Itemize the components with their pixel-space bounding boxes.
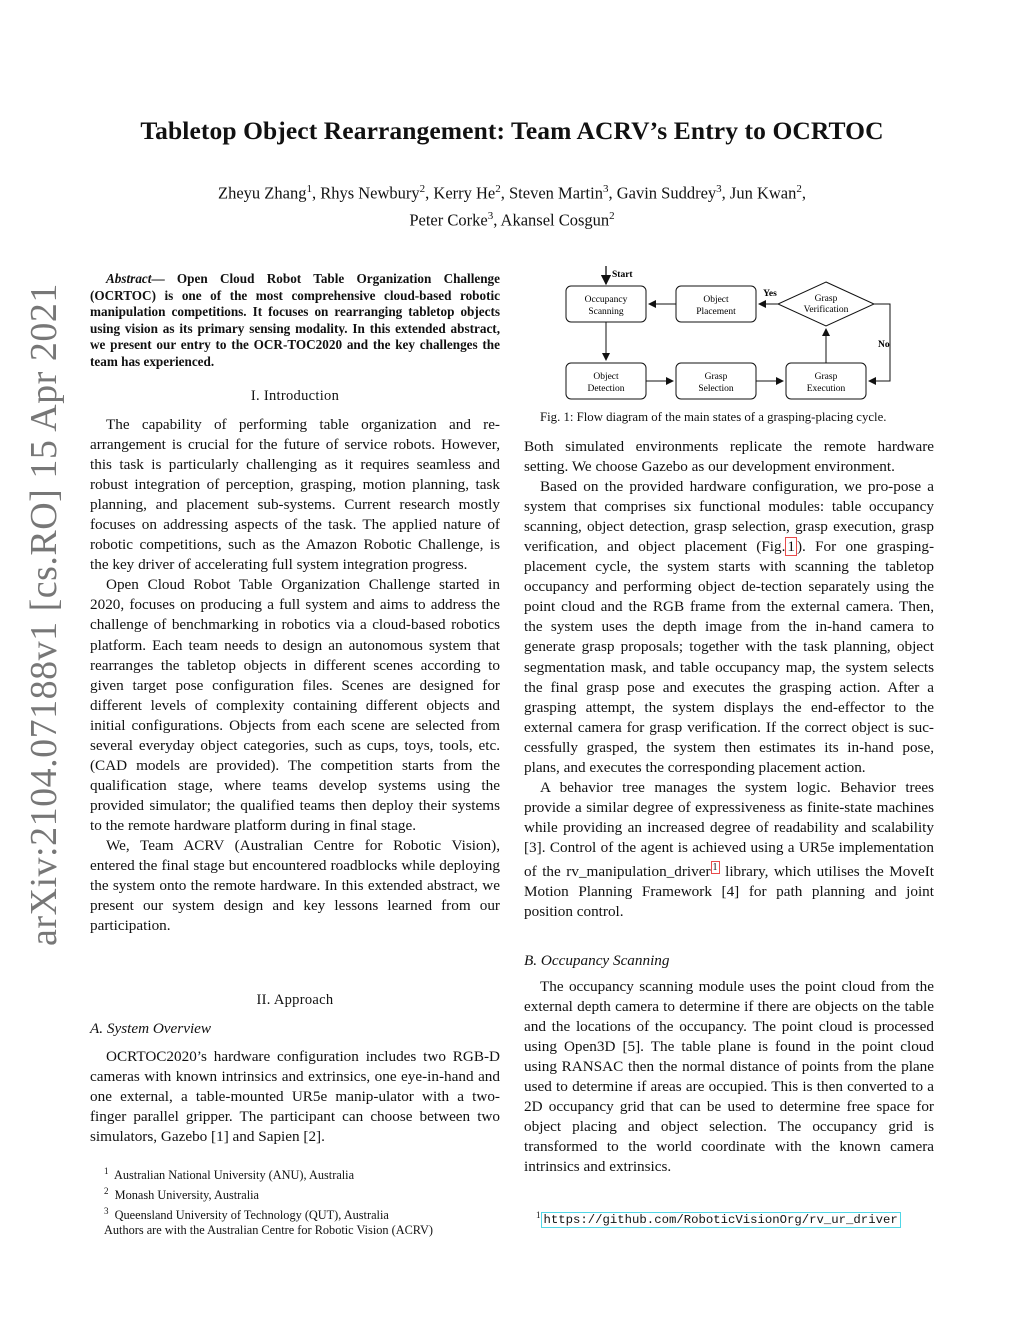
right-column-body (524, 437, 934, 922)
paragraph: The capability of performing table organization and re-arrangement is crucial for the future of service robots. However, this task is particularly challenging as it requires seamless and robust integration of perception, grasping, motion planning, task planning, and placement sub-systems. Current research mostly focuses on addressing aspects of the task. The applied nature of robotic competitions, such as the Amazon Robotic Challenge, is the key driver of accelerating full system integration progress. (90, 416, 500, 574)
svg-text:Grasp: Grasp (814, 294, 838, 304)
affiliation: Australian National University (ANU), Australia (113, 1168, 355, 1183)
node-grasp-verification (778, 282, 874, 326)
paper-title: Tabletop Object Rearrangement: Team ACRV’s Entry to OCRTOC (140, 116, 884, 145)
svg-text:Scanning: Scanning (588, 307, 624, 317)
section-heading-approach: II. Approach (256, 992, 334, 1008)
svg-text:Selection: Selection (698, 384, 734, 394)
subsection-heading-system-overview: A. System Overview (90, 1020, 212, 1037)
affiliation: Queensland University of Technology (QUT), Australia (114, 1207, 389, 1222)
svg-text:Grasp: Grasp (704, 372, 728, 382)
author: Akansel Cosgun (500, 210, 610, 229)
svg-text:Occupancy: Occupancy (584, 295, 628, 305)
affiliation-footnotes: $^1$ Australian National University (ANU), Australia $^2$ Monash University, Australia $^3$ Queensland University of Technology (QUT), Australia Authors are with the Australian Centre for Robotic Vision (ACRV) (104, 1164, 524, 1239)
no-label: No (878, 340, 890, 350)
svg-text:Execution: Execution (806, 384, 846, 394)
author: Zheyu Zhang (218, 183, 307, 203)
subsection-heading-occupancy-scanning: B. Occupancy Scanning (524, 952, 670, 969)
system-overview-body (90, 1047, 500, 1147)
paragraph: The occupancy scanning module uses the point cloud from the external depth camera to determine if there are objects on the table and the locations of the occupancy. The point cloud is processed using Open3D [5]. The table plane is found in the point cloud using RANSAC then the normal distance of points from the plane used to determine if areas are occupied. This is then converted to a 2D occupancy grid that can be used to determine free space for object placing and object selection. The occupancy grid is transformed to the world coordinate with the known camera intrinsics and extrinsics. (524, 978, 934, 1176)
paragraph: Based on the provided hardware configuration, we pro-pose a system that comprises six functional modules: table occupancy scanning, object detection, grasp selection, grasp execution, grasp verification, and object placement (Fig. 1 ). For one grasping-placement cycle, the system starts with scanning the tabletop occupancy and performing object de-tection separately using the point cloud and the RGB frame from the external camera. Then, the system uses the depth image from the in-hand camera to generate grasp proposals; together with the task planning, object segmentation mask, and table occupancy map, the system selects the final grasp pose and executes the grasping action. After a grasping attempt, the system displays the end-effector to the external camera for grasp verification. If the correct object is suc-cessfully grasped, the system then estimates its in-hand pose, plans, and executes the corresponding placement action. (524, 478, 934, 776)
author: Kerry He (433, 183, 496, 203)
svg-text:Object: Object (703, 295, 729, 305)
acrv-note: Authors are with the Australian Centre for Robotic Vision (ACRV) (104, 1223, 433, 1238)
figure-link[interactable]: 1 (787, 538, 795, 556)
footnote-link[interactable]: 1 (712, 861, 718, 873)
paragraph: We, Team ACRV (Australian Centre for Robotic Vision), entered the final stage but encountered roadblocks while deploying the system onto the remote hardware. In this extended abstract, we present our system design and key lessons learned from our participation. (90, 836, 500, 935)
abstract-label: Abstract (106, 271, 152, 286)
paragraph: A behavior tree manages the system logic. Behavior trees provide a similar degree of expressiveness as finite-state machines while providing an increased degree of readability and scalability [3]. Control of the agent is achieved using a UR5e implementation of the rv_manipulation_driver $^1$ library, which utilises the MoveIt Motion Planning Framework [4] for path planning and joint position control. (524, 778, 934, 921)
author: Peter Corke (409, 210, 488, 229)
yes-label: Yes (763, 289, 777, 299)
abstract-text: — Open Cloud Robot Table Organization Challenge (OCRTOC) is one of the most comprehensive cloud-based robotic manipulation competitions. It focuses on rearranging tabletop objects using vision as its primary sensing modality. In this extended abstract, we present our entry to the OCR-TOC2020 and the key challenges the team has experienced. (90, 271, 500, 369)
author: Rhys Newbury (320, 183, 420, 203)
affiliation: Monash University, Australia (114, 1187, 260, 1202)
paragraph: Both simulated environments replicate the remote hardware setting. We choose Gazebo as our development environment. (524, 438, 934, 476)
figure-caption: Fig. 1: Flow diagram of the main states of a grasping-placing cycle. (540, 410, 887, 424)
paragraph: Open Cloud Robot Table Organization Challenge started in 2020, focuses on producing a full system and aims to address the challenge of benchmarking in robotics via a cloud-based robotics platform. Each team needs to design an autonomous system that rearranges the tabletop objects in different scenes according to given target pose configuration files. Scenes are designed for different levels of complexity containing different objects and initial configurations. Objects from each scene are selected from several everyday object categories, such as cups, toys, tools, etc. (CAD models are provided). The competition starts from the qualification stage, where teams develop systems using the provided simulator; the qualified teams then deploy their systems to the remote hardware platform during in final stage. (90, 576, 500, 834)
arxiv-stamp: arXiv:2104.07188v1 [cs.RO] 15 Apr 2021 (23, 283, 65, 946)
paragraph: OCRTOC2020’s hardware configuration includes two RGB-D cameras with known intrinsics and extrinsics, one eye-in-hand and one external, a table-mounted UR5e manip-ulator with a two-finger parallel gripper. The participant can choose between two simulators, Gazebo [1] and Sapien [2]. (90, 1048, 500, 1146)
svg-text:Placement: Placement (696, 307, 736, 317)
github-link[interactable]: https://github.com/RoboticVisionOrg/rv_ur_driver (541, 1212, 901, 1228)
author: Jun Kwan (729, 183, 797, 203)
author: Steven Martin (509, 183, 603, 203)
svg-text:Verification: Verification (803, 305, 849, 315)
abstract (90, 271, 500, 370)
occupancy-scanning-body (524, 977, 934, 1177)
author: Gavin Suddrey (616, 183, 717, 203)
section-heading-introduction: I. Introduction (250, 388, 340, 404)
start-label: Start (612, 270, 633, 280)
svg-text:Detection: Detection (587, 384, 625, 394)
svg-text:Object: Object (593, 372, 619, 382)
author-list: Zheyu Zhang$^1$, Rhys Newbury$^2$, Kerry He$^2$, Steven Martin$^3$, Gavin Suddrey$^3$, Jun Kwan$^2$, Peter Corke$^3$, Akansel Cosgun$^2$ (218, 183, 806, 229)
svg-text:Grasp: Grasp (814, 372, 838, 382)
url-footnote: $^1$ https://github.com/RoboticVisionOrg/rv_ur_driver (536, 1210, 901, 1227)
flow-diagram (560, 262, 900, 402)
left-column-body (90, 415, 500, 936)
